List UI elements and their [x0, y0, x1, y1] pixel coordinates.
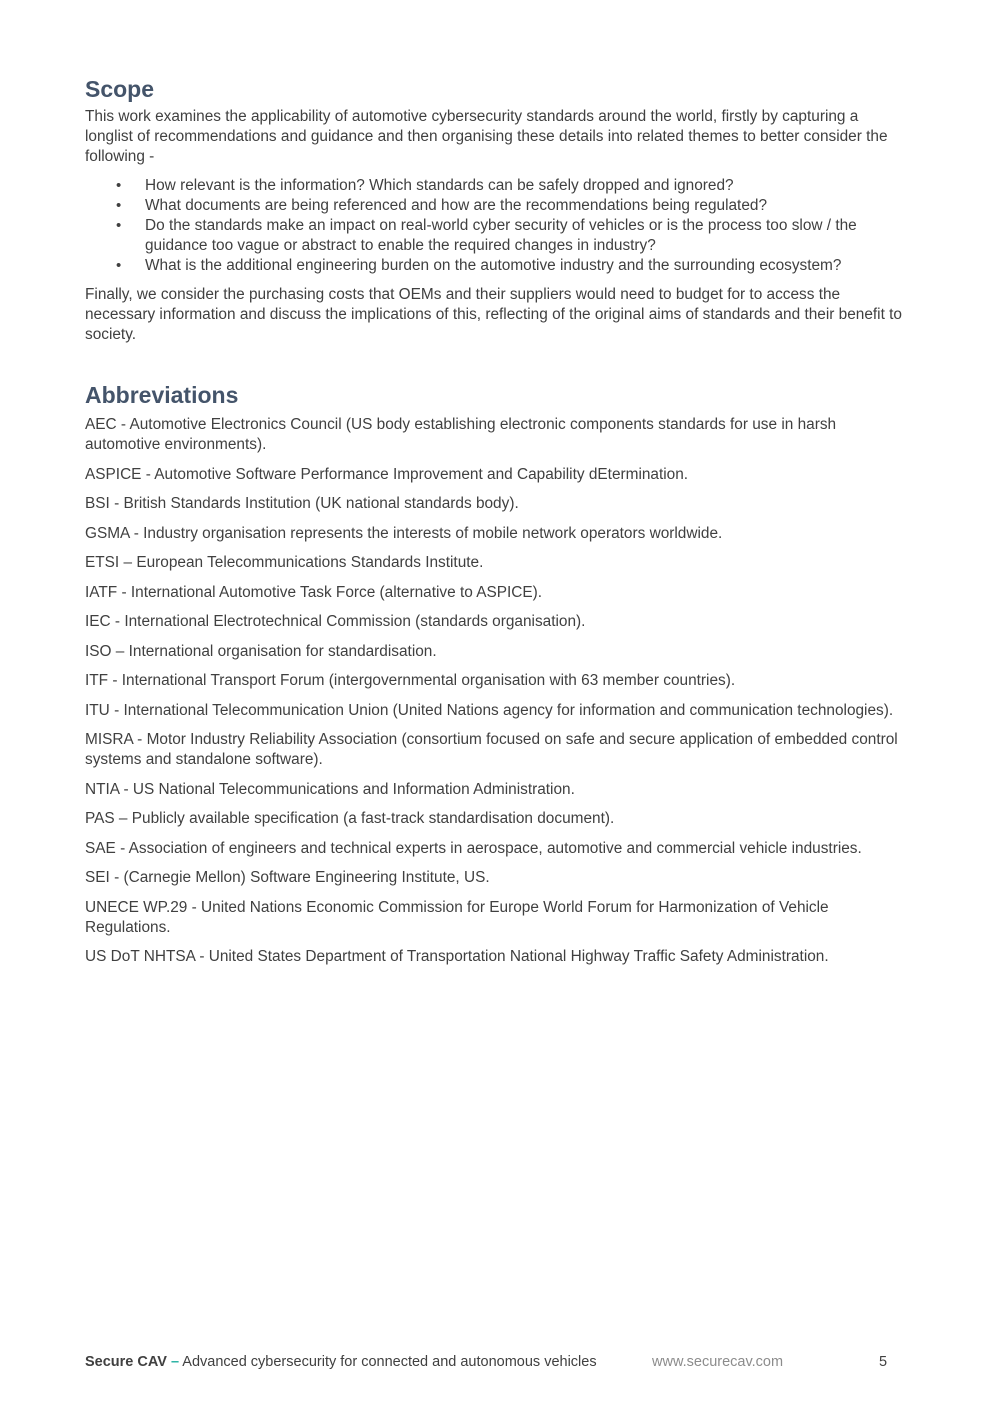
scope-bullet-item: • What is the additional engineering burden on the automotive industry and the surrounding ecosystem?	[85, 256, 907, 276]
abbreviation-entry: AEC - Automotive Electronics Council (US body establishing electronic components standards for use in harsh automotive environments).	[85, 416, 837, 453]
abbreviations-list	[85, 415, 907, 967]
footer-dash: –	[170, 1354, 180, 1370]
abbreviation-entry: ITF - International Transport Forum (intergovernmental organisation with 63 member countries).	[85, 672, 736, 689]
scope-heading: Scope	[85, 76, 155, 102]
abbreviation-entry: GSMA - Industry organisation represents the interests of mobile network operators worldwide.	[85, 524, 723, 542]
footer-brand-name: Secure CAV	[85, 1354, 167, 1370]
abbreviation-entry: BSI - British Standards Institution (UK national standards body).	[85, 495, 519, 512]
scope-bullet-item: • How relevant is the information? Which standards can be safely dropped and ignored?	[85, 176, 907, 196]
page-number: 5	[879, 1354, 888, 1370]
page-content	[85, 74, 907, 977]
footer-brand	[85, 1352, 597, 1372]
scope-closing-paragraph: Finally, we consider the purchasing costs that OEMs and their suppliers would need to budget for to access the necessary information and discuss the implications of this, reflecting of the original aims of standards and their benefit to society.	[85, 286, 902, 343]
scope-bullet-list	[85, 176, 907, 276]
page-footer	[85, 1352, 907, 1374]
abbreviations-heading: Abbreviations	[85, 382, 239, 408]
footer-website-link[interactable]: www.securecav.com	[652, 1354, 784, 1370]
abbreviation-entry: UNECE WP.29 - United Nations Economic Commission for Europe World Forum for Harmonization of Vehicle Regulations.	[85, 898, 829, 936]
abbreviation-entry: ITU - International Telecommunication Union (United Nations agency for information and communication technologies).	[85, 701, 894, 719]
abbreviation-entry: ETSI – European Telecommunications Standards Institute.	[85, 554, 484, 571]
abbreviation-entry: US DoT NHTSA - United States Department of Transportation National Highway Traffic Safety Administration.	[85, 948, 829, 965]
abbreviation-entry: IATF - International Automotive Task Force (alternative to ASPICE).	[85, 583, 543, 601]
abbreviation-entry: MISRA - Motor Industry Reliability Association (consortium focused on safe and secure application of embedded control systems and standalone software).	[85, 731, 898, 768]
abbreviation-entry: IEC - International Electrotechnical Commission (standards organisation).	[85, 613, 586, 630]
abbreviation-entry: ISO – International organisation for standardisation.	[85, 642, 437, 660]
scope-intro-paragraph: This work examines the applicability of automotive cybersecurity standards around the world, firstly by capturing a longlist of recommendations and guidance and then organising these details into related themes to better consider the following -	[85, 108, 888, 165]
abbreviation-entry: NTIA - US National Telecommunications and Information Administration.	[85, 780, 575, 798]
abbreviation-entry: SAE - Association of engineers and technical experts in aerospace, automotive and commercial vehicle industries.	[85, 839, 862, 857]
scope-bullet-item: • Do the standards make an impact on real-world cyber security of vehicles or is the process too slow / the guidance too vague or abstract to enable the required changes in industry?	[85, 216, 907, 256]
abbreviation-entry: ASPICE - Automotive Software Performance Improvement and Capability dEtermination.	[85, 465, 689, 483]
scope-bullet-item: • What documents are being referenced and how are the recommendations being regulated?	[85, 196, 907, 216]
abbreviation-entry: SEI - (Carnegie Mellon) Software Engineering Institute, US.	[85, 869, 490, 886]
abbreviation-entry: PAS – Publicly available specification (a fast-track standardisation document).	[85, 810, 615, 827]
footer-tagline: Advanced cybersecurity for connected and autonomous vehicles	[182, 1354, 597, 1370]
